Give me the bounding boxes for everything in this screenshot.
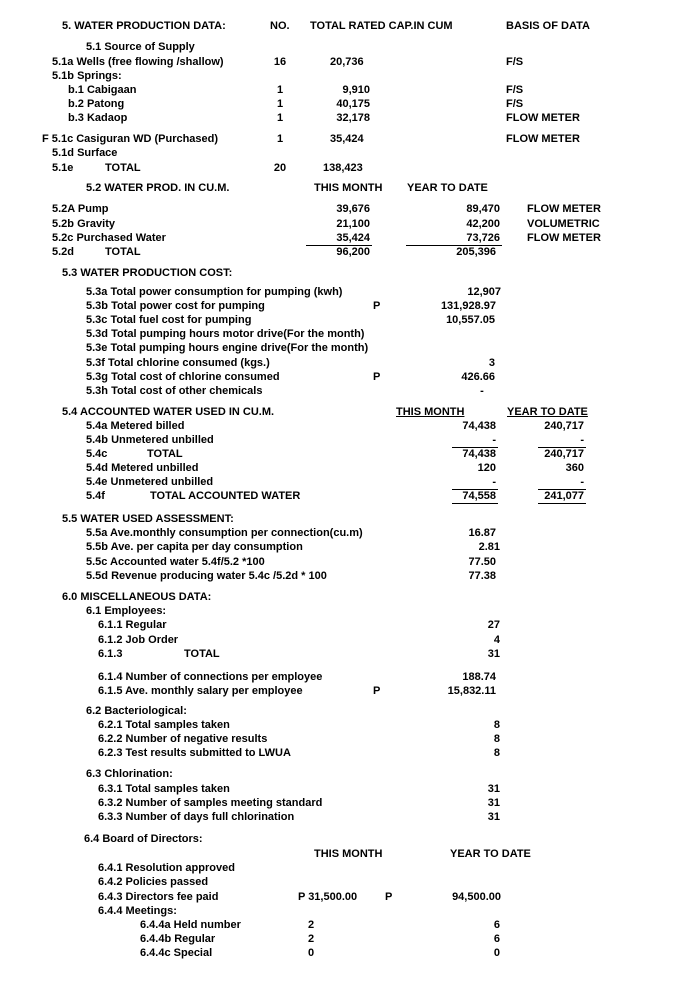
row-value: 12,907 <box>467 286 501 298</box>
row-total-label: TOTAL <box>105 162 141 174</box>
chlorination-heading: 6.3 Chlorination: <box>86 768 173 780</box>
row-capacity: 35,424 <box>330 133 364 145</box>
row-this-month: 39,676 <box>336 203 370 215</box>
row-label: 5.1b Springs: <box>52 70 122 82</box>
row-year-to-date: 6 <box>493 933 500 945</box>
row-no: 20 <box>273 162 287 174</box>
col-this-month-header: THIS MONTH <box>314 848 383 860</box>
row-year-to-date: 89,470 <box>466 203 500 215</box>
row-value: 31 <box>487 783 500 795</box>
row-this-month: 74,558 <box>462 490 496 502</box>
row-this-month: - <box>492 476 496 488</box>
col-basis-header: BASIS OF DATA <box>506 20 590 32</box>
row-value: 10,557.05 <box>446 314 495 326</box>
row-value: - <box>480 385 484 397</box>
row-label: 5.3c Total fuel cost for pumping <box>86 314 252 326</box>
row-label: 5.2c Purchased Water <box>52 232 166 244</box>
row-label: 5.3d Total pumping hours motor drive(For the month) <box>86 328 365 340</box>
section-5-2-title: 5.2 WATER PROD. IN CU.M. <box>86 182 230 194</box>
row-label: 6.4.1 Resolution approved <box>98 862 235 874</box>
row-label: 5.5b Ave. per capita per day consumption <box>86 541 303 553</box>
row-value: 3 <box>488 357 495 369</box>
row-value: 2.81 <box>478 541 500 553</box>
row-this-month: 21,100 <box>336 218 370 230</box>
row-this-month: 74,438 <box>462 448 496 460</box>
col-capacity-header: TOTAL RATED CAP.IN CUM <box>310 20 453 32</box>
row-value: 188.74 <box>462 671 496 683</box>
row-year-to-date: 205,396 <box>456 246 496 258</box>
row-value: 27 <box>487 619 500 631</box>
total-underline <box>538 503 586 504</box>
row-basis: VOLUMETRIC <box>527 218 600 230</box>
row-year-to-date: 241,077 <box>544 490 584 502</box>
row-label: 5.3g Total cost of chlorine consumed <box>86 371 280 383</box>
row-basis: F/S <box>506 98 524 110</box>
col-this-month-header: THIS MONTH <box>396 406 465 418</box>
row-label: 6.1.1 Regular <box>98 619 167 631</box>
employees-heading: 6.1 Employees: <box>86 605 167 617</box>
row-year-to-date: - <box>580 434 584 446</box>
row-value: 31 <box>487 797 500 809</box>
row-label: 5.1a Wells (free flowing /shallow) <box>52 56 224 68</box>
row-basis: F/S <box>506 84 524 96</box>
row-year-to-date: 240,717 <box>544 448 584 460</box>
row-label: 5.3b Total power cost for pumping <box>86 300 265 312</box>
row-this-month: 120 <box>477 462 496 474</box>
row-label: 6.1.5 Ave. monthly salary per employee <box>98 685 303 697</box>
row-label: 6.4.4c Special <box>140 947 213 959</box>
row-value: 77.50 <box>468 556 496 568</box>
currency-peso: P <box>373 300 381 312</box>
row-value: 4 <box>493 634 500 646</box>
row-label: 5.4e Unmetered unbilled <box>86 476 214 488</box>
row-basis: FLOW METER <box>506 112 580 124</box>
row-label: 5.4b Unmetered unbilled <box>86 434 214 446</box>
row-total-label: TOTAL <box>184 648 220 660</box>
row-total-label: TOTAL ACCOUNTED WATER <box>150 490 301 502</box>
row-label: 5.3h Total cost of other chemicals <box>86 385 263 397</box>
row-capacity: 32,178 <box>336 112 370 124</box>
row-label: 6.4.3 Directors fee paid <box>98 891 219 903</box>
section-5-4-title: 5.4 ACCOUNTED WATER USED IN CU.M. <box>62 406 275 418</box>
row-capacity: 138,423 <box>323 162 363 174</box>
row-label: 5.3e Total pumping hours engine drive(For the month) <box>86 342 369 354</box>
row-capacity: 9,910 <box>342 84 370 96</box>
row-this-month: 2 <box>308 919 315 931</box>
row-label: 5.5a Ave.monthly consumption per connection(cu.m) <box>86 527 363 539</box>
row-no: 16 <box>273 56 287 68</box>
row-value: 31 <box>487 811 500 823</box>
row-value: 8 <box>493 733 500 745</box>
row-this-month: 96,200 <box>336 246 370 258</box>
row-label: 6.2.2 Number of negative results <box>98 733 268 745</box>
row-year-to-date: 73,726 <box>466 232 500 244</box>
row-basis: FLOW METER <box>506 133 580 145</box>
section-5-5-title: 5.5 WATER USED ASSESSMENT: <box>62 513 234 525</box>
row-value: 15,832.11 <box>447 685 496 697</box>
subheading-source-of-supply: 5.1 Source of Supply <box>86 41 195 53</box>
row-label: 6.1.2 Job Order <box>98 634 179 646</box>
row-code: 5.2d <box>52 246 75 258</box>
row-label: 6.3.1 Total samples taken <box>98 783 230 795</box>
section-5-3-title: 5.3 WATER PRODUCTION COST: <box>62 267 233 279</box>
row-basis: F/S <box>506 56 524 68</box>
row-label: 6.3.2 Number of samples meeting standard <box>98 797 323 809</box>
total-underline <box>452 503 498 504</box>
bacteriological-heading: 6.2 Bacteriological: <box>86 705 187 717</box>
row-label: 5.5d Revenue producing water 5.4c /5.2d * 100 <box>86 570 327 582</box>
row-value: 77.38 <box>468 570 496 582</box>
row-no: 1 <box>276 98 284 110</box>
row-label: 6.4.4 Meetings: <box>98 905 177 917</box>
row-no: 1 <box>276 84 284 96</box>
row-year-to-date: - <box>580 476 584 488</box>
row-value: 426.66 <box>461 371 495 383</box>
row-no: 1 <box>276 112 284 124</box>
board-of-directors-heading: 6.4 Board of Directors: <box>84 833 203 845</box>
row-this-month: - <box>492 434 496 446</box>
row-label: F 5.1c Casiguran WD (Purchased) <box>42 133 219 145</box>
row-no: 1 <box>276 133 284 145</box>
col-year-to-date-header: YEAR TO DATE <box>507 406 588 418</box>
row-label: b.2 Patong <box>68 98 125 110</box>
row-label: 5.3a Total power consumption for pumping (kwh) <box>86 286 343 298</box>
row-year-to-date: 0 <box>493 947 500 959</box>
row-year-to-date: 6 <box>493 919 500 931</box>
row-value: 8 <box>493 747 500 759</box>
row-total-label: TOTAL <box>147 448 183 460</box>
row-label: 6.2.1 Total samples taken <box>98 719 230 731</box>
row-label: 5.3f Total chlorine consumed (kgs.) <box>86 357 270 369</box>
row-label: 6.3.3 Number of days full chlorination <box>98 811 295 823</box>
row-this-month: 2 <box>308 933 315 945</box>
row-basis: FLOW METER <box>527 203 601 215</box>
row-capacity: 20,736 <box>330 56 364 68</box>
section-5-title: 5. WATER PRODUCTION DATA: <box>62 20 226 32</box>
row-label: 6.4.4a Held number <box>140 919 241 931</box>
row-year-to-date: 42,200 <box>466 218 500 230</box>
row-code: 5.4c <box>86 448 108 460</box>
currency-peso: P <box>373 685 381 697</box>
row-value: 16.87 <box>468 527 496 539</box>
col-no-header: NO. <box>270 20 290 32</box>
row-year-to-date: 94,500.00 <box>452 891 501 903</box>
section-6-title: 6.0 MISCELLANEOUS DATA: <box>62 591 212 603</box>
col-this-month-header: THIS MONTH <box>314 182 383 194</box>
row-label: 6.4.4b Regular <box>140 933 216 945</box>
currency-peso: P <box>373 371 381 383</box>
row-this-month: P 31,500.00 <box>298 891 358 903</box>
row-value: 31 <box>487 648 500 660</box>
row-label: 5.4d Metered unbilled <box>86 462 199 474</box>
row-year-to-date: 360 <box>565 462 584 474</box>
row-label: 6.2.3 Test results submitted to LWUA <box>98 747 291 759</box>
col-year-to-date-header: YEAR TO DATE <box>450 848 531 860</box>
row-label: 5.1d Surface <box>52 147 118 159</box>
row-value: 8 <box>493 719 500 731</box>
row-year-to-date: 240,717 <box>544 420 584 432</box>
row-code: 5.1e <box>52 162 74 174</box>
row-basis: FLOW METER <box>527 232 601 244</box>
row-code: 5.4f <box>86 490 105 502</box>
col-year-to-date-header: YEAR TO DATE <box>407 182 488 194</box>
row-code: 6.1.3 <box>98 648 123 660</box>
row-label: 5.5c Accounted water 5.4f/5.2 *100 <box>86 556 265 568</box>
currency-peso: P <box>385 891 393 903</box>
row-label: b.1 Cabigaan <box>68 84 137 96</box>
row-label: 5.2A Pump <box>52 203 109 215</box>
row-label: 5.4a Metered billed <box>86 420 185 432</box>
row-this-month: 0 <box>308 947 315 959</box>
row-label: 6.4.2 Policies passed <box>98 876 209 888</box>
row-value: 131,928.97 <box>440 300 496 312</box>
row-this-month: 35,424 <box>336 232 370 244</box>
row-label: 5.2b Gravity <box>52 218 115 230</box>
row-label: b.3 Kadaop <box>68 112 128 124</box>
row-capacity: 40,175 <box>336 98 370 110</box>
row-total-label: TOTAL <box>105 246 141 258</box>
row-this-month: 74,438 <box>462 420 496 432</box>
row-label: 6.1.4 Number of connections per employee <box>98 671 323 683</box>
